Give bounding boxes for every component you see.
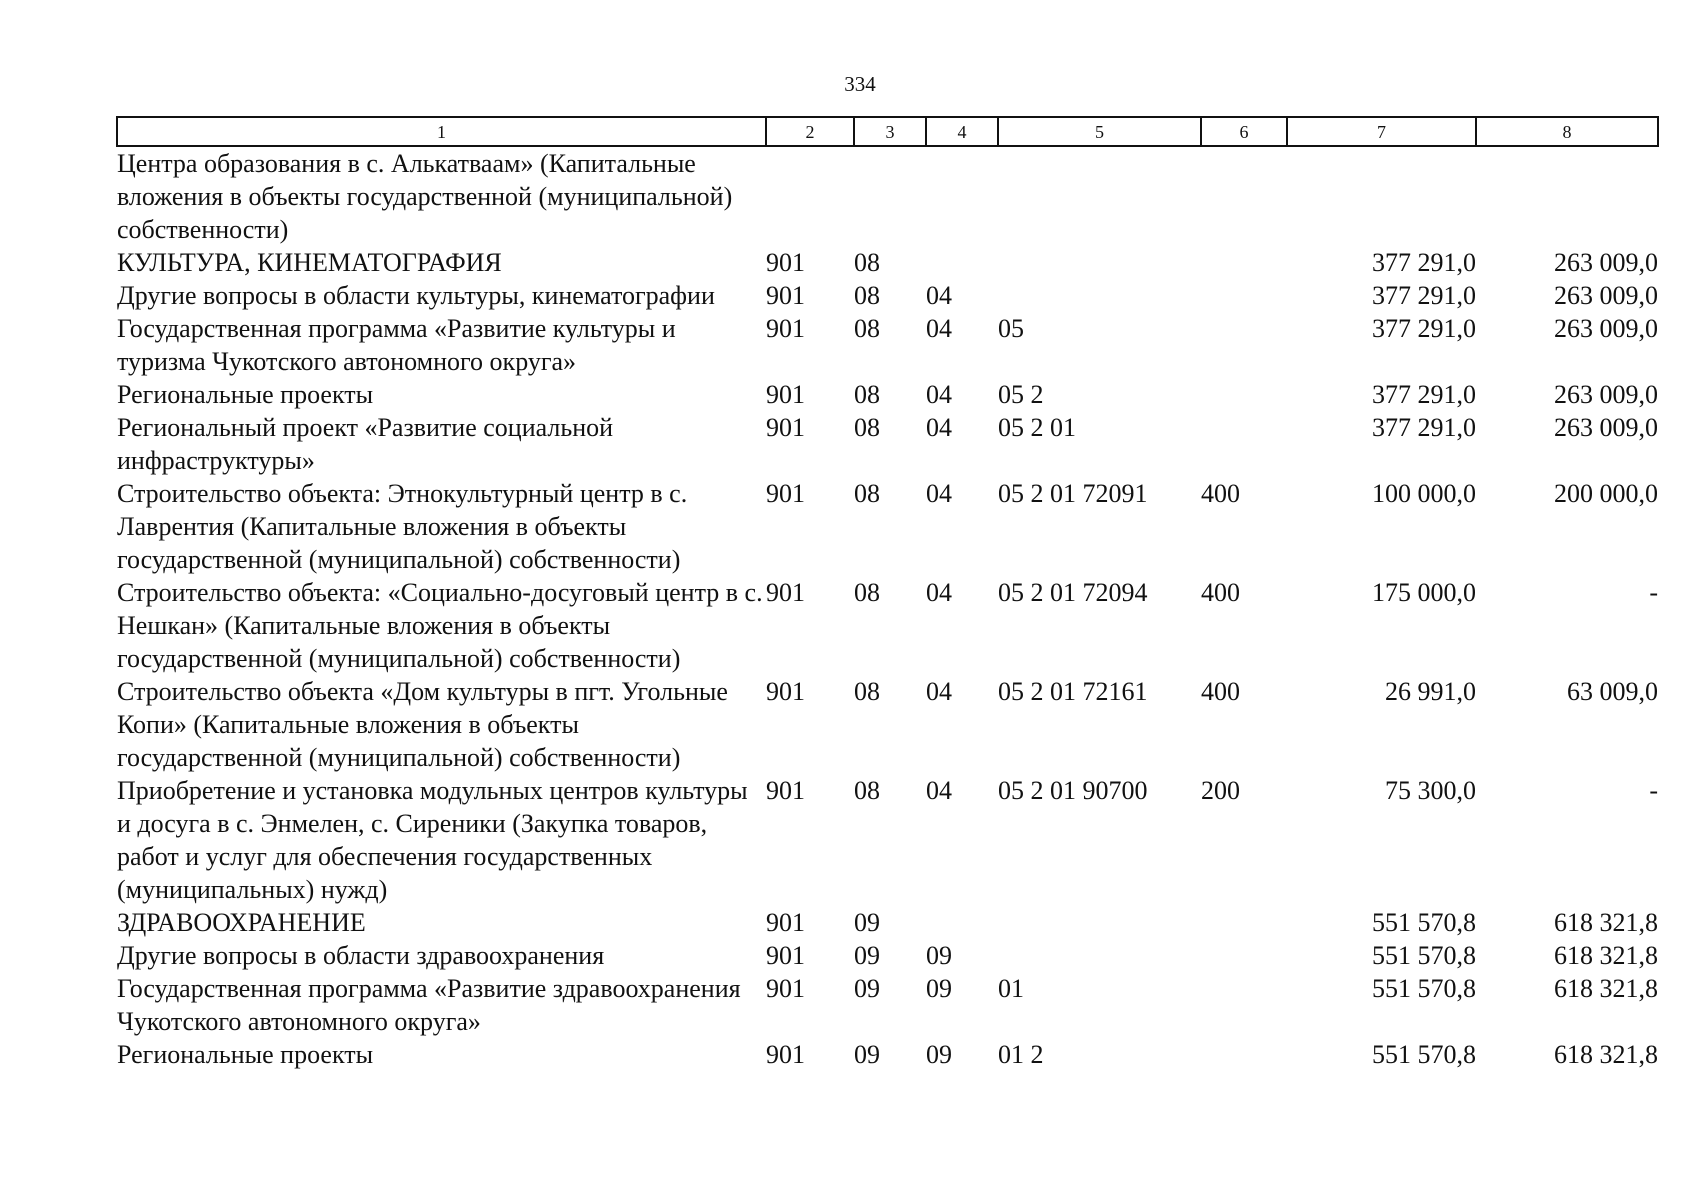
row-amount-8: 263 009,0 xyxy=(1554,248,1658,277)
row-amount-8: 618 321,8 xyxy=(1554,941,1658,970)
row-col-5: 05 2 01 72161 xyxy=(998,677,1148,706)
row-col-2: 901 xyxy=(766,281,805,310)
row-name: Региональные проекты xyxy=(117,1040,374,1069)
row-col-5 xyxy=(998,939,1201,972)
row-col-6: 400 xyxy=(1201,578,1240,607)
row-col-4: 09 xyxy=(926,941,952,970)
row-amount-8: 263 009,0 xyxy=(1554,380,1658,409)
row-col-3: 09 xyxy=(854,908,880,937)
row-col-5: 01 2 xyxy=(998,1040,1044,1069)
row-col-2: 901 xyxy=(766,776,805,805)
row-col-5 xyxy=(998,146,1201,246)
row-amount-8: 618 321,8 xyxy=(1554,974,1658,1003)
row-col-3: 09 xyxy=(854,941,880,970)
row-amount-8: 263 009,0 xyxy=(1554,281,1658,310)
row-amount-7: 377 291,0 xyxy=(1372,314,1476,343)
row-name: Строительство объекта «Дом культуры в пгт. Угольные Копи» (Капитальные вложения в объекты государственной (муниципальной) собственности) xyxy=(117,677,728,772)
row-col-5: 05 2 01 90700 xyxy=(998,776,1148,805)
row-col-2 xyxy=(766,146,854,246)
table-row xyxy=(117,576,1658,675)
row-col-6 xyxy=(1201,939,1287,972)
row-col-3: 08 xyxy=(854,281,880,310)
row-col-3 xyxy=(854,146,926,246)
row-amount-8 xyxy=(1476,146,1658,246)
row-col-5 xyxy=(998,279,1201,312)
table-row xyxy=(117,906,1658,939)
row-col-6 xyxy=(1201,411,1287,477)
table-row xyxy=(117,774,1658,906)
table-row xyxy=(117,972,1658,1038)
row-col-2: 901 xyxy=(766,248,805,277)
row-amount-8: - xyxy=(1649,776,1658,805)
column-header-2: 2 xyxy=(766,117,854,146)
table-row xyxy=(117,279,1658,312)
row-col-4 xyxy=(926,906,998,939)
row-col-2: 901 xyxy=(766,479,805,508)
row-col-3: 09 xyxy=(854,1040,880,1069)
row-col-4: 04 xyxy=(926,413,952,442)
row-amount-7: 551 570,8 xyxy=(1372,974,1476,1003)
row-col-6 xyxy=(1201,279,1287,312)
row-amount-8: 618 321,8 xyxy=(1554,1040,1658,1069)
row-amount-8: 200 000,0 xyxy=(1554,479,1658,508)
row-col-2: 901 xyxy=(766,380,805,409)
column-header-7: 7 xyxy=(1287,117,1476,146)
row-col-3: 08 xyxy=(854,380,880,409)
row-name: Центра образования в с. Алькатваам» (Капитальные вложения в объекты государственной (муниципальной) собственности) xyxy=(117,149,733,244)
row-col-5: 05 2 01 72094 xyxy=(998,578,1148,607)
row-col-6 xyxy=(1201,312,1287,378)
row-amount-7: 551 570,8 xyxy=(1372,941,1476,970)
row-amount-7: 377 291,0 xyxy=(1372,413,1476,442)
row-col-4: 04 xyxy=(926,281,952,310)
row-amount-8: 618 321,8 xyxy=(1554,908,1658,937)
row-col-4 xyxy=(926,246,998,279)
table-row xyxy=(117,477,1658,576)
column-header-6: 6 xyxy=(1201,117,1287,146)
row-col-3: 08 xyxy=(854,248,880,277)
table-row xyxy=(117,411,1658,477)
column-header-8: 8 xyxy=(1476,117,1658,146)
row-name: Региональный проект «Развитие социальной инфраструктуры» xyxy=(117,413,614,475)
row-col-2: 901 xyxy=(766,941,805,970)
column-header-3: 3 xyxy=(854,117,926,146)
row-col-4 xyxy=(926,146,998,246)
row-col-6 xyxy=(1201,906,1287,939)
budget-table xyxy=(116,116,1659,1071)
row-col-6 xyxy=(1201,378,1287,411)
row-name: Государственная программа «Развитие культуры и туризма Чукотского автономного округа» xyxy=(117,314,676,376)
row-col-6 xyxy=(1201,146,1287,246)
row-name: Приобретение и установка модульных центров культуры и досуга в с. Энмелен, с. Сиреники (Закупка товаров, работ и услуг для обеспечения государственных (муниципальных) нужд) xyxy=(117,776,748,904)
table-row xyxy=(117,312,1658,378)
row-col-3: 08 xyxy=(854,413,880,442)
page-number: 334 xyxy=(844,72,876,96)
table-row xyxy=(117,246,1658,279)
row-col-5 xyxy=(998,906,1201,939)
row-amount-7: 377 291,0 xyxy=(1372,248,1476,277)
row-amount-7: 551 570,8 xyxy=(1372,1040,1476,1069)
table-row xyxy=(117,675,1658,774)
row-name: КУЛЬТУРА, КИНЕМАТОГРАФИЯ xyxy=(117,248,502,277)
row-col-2: 901 xyxy=(766,578,805,607)
row-name: Другие вопросы в области культуры, кинематографии xyxy=(117,281,715,310)
row-amount-8: 263 009,0 xyxy=(1554,314,1658,343)
row-col-3: 08 xyxy=(854,479,880,508)
row-col-3: 08 xyxy=(854,776,880,805)
row-col-4: 04 xyxy=(926,677,952,706)
row-col-6 xyxy=(1201,972,1287,1038)
row-col-2: 901 xyxy=(766,413,805,442)
row-amount-7: 175 000,0 xyxy=(1372,578,1476,607)
row-col-5: 05 2 01 72091 xyxy=(998,479,1148,508)
row-col-2: 901 xyxy=(766,908,805,937)
row-col-2: 901 xyxy=(766,1040,805,1069)
row-amount-7: 26 991,0 xyxy=(1385,677,1476,706)
row-amount-7: 377 291,0 xyxy=(1372,380,1476,409)
row-col-4: 04 xyxy=(926,314,952,343)
row-name: Строительство объекта: Этнокультурный центр в с. Лаврентия (Капитальные вложения в объекты государственной (муниципальной) собственности) xyxy=(117,479,688,574)
row-col-6: 400 xyxy=(1201,677,1240,706)
row-col-6: 400 xyxy=(1201,479,1240,508)
row-name: Другие вопросы в области здравоохранения xyxy=(117,941,605,970)
row-amount-7: 377 291,0 xyxy=(1372,281,1476,310)
column-header-4: 4 xyxy=(926,117,998,146)
table-body xyxy=(117,146,1658,1071)
row-col-5: 05 2 xyxy=(998,380,1044,409)
column-header-1: 1 xyxy=(117,117,766,146)
row-col-5: 05 xyxy=(998,314,1024,343)
row-amount-8: - xyxy=(1649,578,1658,607)
row-col-3: 08 xyxy=(854,578,880,607)
row-amount-7: 100 000,0 xyxy=(1372,479,1476,508)
row-name: Государственная программа «Развитие здравоохранения Чукотского автономного округа» xyxy=(117,974,741,1036)
row-col-6: 200 xyxy=(1201,776,1240,805)
table-row xyxy=(117,378,1658,411)
table-row xyxy=(117,146,1658,246)
column-header-5: 5 xyxy=(998,117,1201,146)
row-col-4: 04 xyxy=(926,380,952,409)
row-col-2: 901 xyxy=(766,677,805,706)
row-amount-7: 75 300,0 xyxy=(1385,776,1476,805)
row-col-2: 901 xyxy=(766,314,805,343)
row-name: Региональные проекты xyxy=(117,380,374,409)
row-col-2: 901 xyxy=(766,974,805,1003)
row-col-3: 08 xyxy=(854,677,880,706)
row-col-4: 09 xyxy=(926,1040,952,1069)
table-header-row xyxy=(117,117,1658,146)
row-col-3: 08 xyxy=(854,314,880,343)
row-name: ЗДРАВООХРАНЕНИЕ xyxy=(117,908,366,937)
row-col-4: 09 xyxy=(926,974,952,1003)
row-name: Строительство объекта: «Социально-досуговый центр в с. Нешкан» (Капитальные вложения в объекты государственной (муниципальной) собственности) xyxy=(117,578,763,673)
row-amount-8: 263 009,0 xyxy=(1554,413,1658,442)
row-col-4: 04 xyxy=(926,776,952,805)
row-amount-7: 551 570,8 xyxy=(1372,908,1476,937)
table-row xyxy=(117,1038,1658,1071)
row-col-3: 09 xyxy=(854,974,880,1003)
row-col-5: 01 xyxy=(998,974,1024,1003)
row-col-5: 05 2 01 xyxy=(998,413,1076,442)
row-col-5 xyxy=(998,246,1201,279)
row-amount-8: 63 009,0 xyxy=(1567,677,1658,706)
row-col-6 xyxy=(1201,1038,1287,1071)
row-amount-7 xyxy=(1287,146,1476,246)
row-col-4: 04 xyxy=(926,578,952,607)
row-col-4: 04 xyxy=(926,479,952,508)
table-row xyxy=(117,939,1658,972)
row-col-6 xyxy=(1201,246,1287,279)
